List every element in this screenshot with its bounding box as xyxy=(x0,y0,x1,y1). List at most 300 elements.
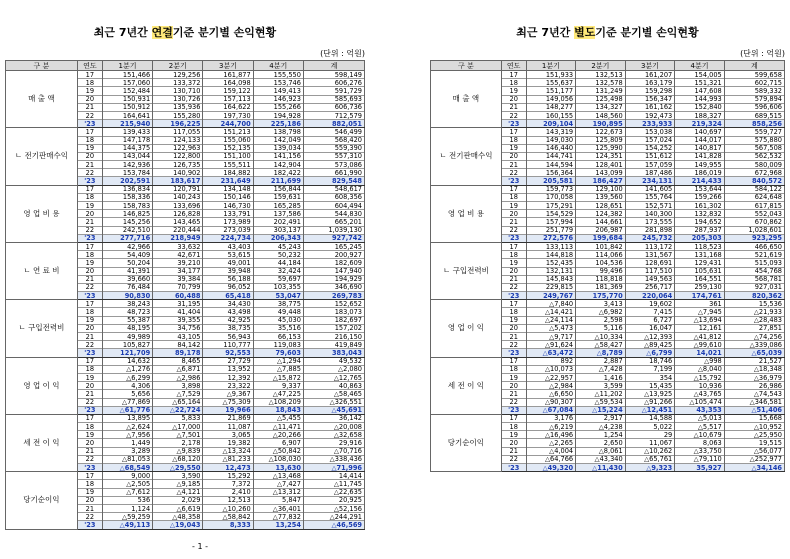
year-cell: 21 xyxy=(501,333,526,341)
value-cell: 118,523 xyxy=(675,242,725,250)
value-cell: 90,830 xyxy=(102,292,152,300)
value-cell: 154,529 xyxy=(526,210,576,218)
year-cell: 18 xyxy=(77,308,102,316)
value-cell: 131,249 xyxy=(576,87,626,95)
value-cell: 124,382 xyxy=(576,210,626,218)
value-cell: 579,894 xyxy=(724,95,784,103)
value-cell: 5,847 xyxy=(253,496,303,504)
value-cell: △58,427 xyxy=(576,341,626,349)
value-cell: △71,996 xyxy=(303,464,364,472)
value-cell: △12,451 xyxy=(625,406,675,414)
value-cell: 515,093 xyxy=(724,259,784,267)
value-cell: 173,989 xyxy=(203,218,253,226)
year-cell: 19 xyxy=(501,373,526,381)
value-cell: 23,322 xyxy=(203,382,253,390)
year-cell: 22 xyxy=(501,169,526,177)
value-cell: 129,100 xyxy=(576,185,626,193)
year-cell: 17 xyxy=(501,414,526,422)
year-cell: 18 xyxy=(77,251,102,259)
value-cell: 661,990 xyxy=(303,169,364,177)
value-cell: 19,966 xyxy=(203,406,253,414)
value-cell: 66,153 xyxy=(253,333,303,341)
year-cell: 17 xyxy=(501,242,526,250)
value-cell: 184,882 xyxy=(203,169,253,177)
column-header: 4분기 xyxy=(253,61,303,71)
value-cell: △43,765 xyxy=(675,390,725,398)
value-cell: 2,598 xyxy=(576,316,626,324)
value-cell: 129,256 xyxy=(153,71,203,79)
category-label: 매 출 액 xyxy=(6,71,78,128)
value-cell: 152,652 xyxy=(303,300,364,308)
value-cell: △61,776 xyxy=(102,406,152,414)
value-cell: 7,415 xyxy=(625,308,675,316)
value-cell: 27,729 xyxy=(203,357,253,365)
year-cell: 21 xyxy=(77,275,102,283)
year-cell: 22 xyxy=(77,398,102,406)
year-cell: 17 xyxy=(501,71,526,79)
value-cell: 190,895 xyxy=(576,120,626,128)
year-cell: 17 xyxy=(77,414,102,422)
value-cell: 194,929 xyxy=(303,275,364,283)
value-cell: 119,083 xyxy=(253,341,303,349)
value-cell: 56,188 xyxy=(203,275,253,283)
value-cell: 197,730 xyxy=(203,111,253,119)
value-cell: 1,449 xyxy=(102,439,152,447)
value-cell: 155,511 xyxy=(203,161,253,169)
value-cell: 205,581 xyxy=(526,177,576,185)
value-cell: 120,791 xyxy=(153,185,203,193)
value-cell: 559,727 xyxy=(724,128,784,136)
value-cell: 132,131 xyxy=(526,267,576,275)
value-cell: 205,303 xyxy=(675,234,725,242)
value-cell: 42,925 xyxy=(203,316,253,324)
value-cell: 50,204 xyxy=(102,259,152,267)
value-cell: △65,164 xyxy=(153,398,203,406)
value-cell: △2,080 xyxy=(303,365,364,373)
value-cell: 346,690 xyxy=(303,283,364,291)
value-cell: 11,067 xyxy=(625,439,675,447)
value-cell: 133,696 xyxy=(153,202,203,210)
value-cell: 149,056 xyxy=(526,95,576,103)
value-cell: 231,649 xyxy=(203,177,253,185)
value-cell: 585,693 xyxy=(303,95,364,103)
value-cell: 155,266 xyxy=(253,103,303,111)
value-cell: 143,465 xyxy=(153,218,203,226)
value-cell: 13,952 xyxy=(203,365,253,373)
consolidated-panel xyxy=(5,0,365,530)
value-cell: 34,756 xyxy=(153,324,203,332)
value-cell: 133,791 xyxy=(203,210,253,218)
category-label: 세 전 이 익 xyxy=(6,414,78,471)
value-cell: 140,817 xyxy=(675,144,725,152)
value-cell: 39,384 xyxy=(153,275,203,283)
value-cell: △21,933 xyxy=(724,308,784,316)
value-cell: 118,818 xyxy=(576,275,626,283)
value-cell: 125,990 xyxy=(576,144,626,152)
value-cell: 144,818 xyxy=(526,251,576,259)
year-cell: '23 xyxy=(77,406,102,414)
value-cell: 242,510 xyxy=(102,226,152,234)
value-cell: 251,779 xyxy=(526,226,576,234)
value-cell: △91,266 xyxy=(625,398,675,406)
year-cell: 22 xyxy=(501,398,526,406)
table-row xyxy=(431,242,785,250)
value-cell: 79,603 xyxy=(253,349,303,357)
value-cell: 142,904 xyxy=(253,161,303,169)
year-cell: 17 xyxy=(501,300,526,308)
value-cell: 882,051 xyxy=(303,120,364,128)
value-cell: 13,630 xyxy=(253,464,303,472)
consolidated-table xyxy=(5,60,365,530)
value-cell: △19,043 xyxy=(153,521,203,529)
value-cell: 192,473 xyxy=(625,111,675,119)
value-cell: 153,784 xyxy=(102,169,152,177)
year-cell: 22 xyxy=(501,341,526,349)
value-cell: 144,741 xyxy=(526,152,576,160)
year-cell: 21 xyxy=(77,390,102,398)
value-cell: 689,515 xyxy=(724,111,784,119)
value-cell: 138,798 xyxy=(253,128,303,136)
value-cell: 157,059 xyxy=(625,161,675,169)
year-cell: 18 xyxy=(77,193,102,201)
value-cell: △13,925 xyxy=(625,390,675,398)
value-cell: △6,982 xyxy=(576,308,626,316)
value-cell: △1,276 xyxy=(102,365,152,373)
value-cell: 13,895 xyxy=(102,414,152,422)
value-cell: 2,029 xyxy=(153,496,203,504)
value-cell: 602,715 xyxy=(724,79,784,87)
value-cell: 150,146 xyxy=(203,193,253,201)
year-cell: 18 xyxy=(77,136,102,144)
value-cell: 156,844 xyxy=(253,185,303,193)
value-cell: △7,840 xyxy=(526,300,576,308)
value-cell: △998 xyxy=(675,357,725,365)
value-cell: 665,201 xyxy=(303,218,364,226)
value-cell: 182,697 xyxy=(303,316,364,324)
value-cell: △51,406 xyxy=(724,406,784,414)
value-cell: 606,736 xyxy=(303,103,364,111)
year-cell: 19 xyxy=(501,144,526,152)
value-cell: △20,008 xyxy=(303,423,364,431)
value-cell: 552,043 xyxy=(724,210,784,218)
year-cell: 21 xyxy=(501,218,526,226)
value-cell: 6,907 xyxy=(253,439,303,447)
table-row xyxy=(6,472,365,480)
value-cell: 454,768 xyxy=(724,267,784,275)
value-cell: 39,210 xyxy=(153,259,203,267)
year-cell: 22 xyxy=(77,226,102,234)
value-cell: △5,473 xyxy=(526,324,576,332)
table-row xyxy=(431,185,785,193)
value-cell: 159,266 xyxy=(675,193,725,201)
value-cell: △13,694 xyxy=(675,316,725,324)
category-label: ㄴ 구입전력비 xyxy=(6,300,78,357)
value-cell: 211,699 xyxy=(253,177,303,185)
value-cell: 165,245 xyxy=(303,242,364,250)
value-cell: △36,401 xyxy=(253,504,303,512)
value-cell: △6,299 xyxy=(102,373,152,381)
value-cell: △49,320 xyxy=(526,464,576,472)
value-cell: 159,631 xyxy=(253,193,303,201)
value-cell: 186,019 xyxy=(675,169,725,177)
value-cell: 536 xyxy=(102,496,152,504)
value-cell: 2,917 xyxy=(576,414,626,422)
value-cell: 164,551 xyxy=(675,275,725,283)
value-cell: 140,902 xyxy=(153,169,203,177)
table-row xyxy=(6,357,365,365)
value-cell: △16,496 xyxy=(526,431,576,439)
value-cell: △20,266 xyxy=(253,431,303,439)
year-cell: 21 xyxy=(77,504,102,512)
year-cell: 18 xyxy=(77,423,102,431)
value-cell: △25,950 xyxy=(724,431,784,439)
value-cell: 229,815 xyxy=(526,283,576,291)
year-cell: '23 xyxy=(501,464,526,472)
value-cell: △91,624 xyxy=(526,341,576,349)
value-cell: 194,652 xyxy=(675,218,725,226)
value-cell: 38,243 xyxy=(102,300,152,308)
value-cell: 159,122 xyxy=(203,87,253,95)
value-cell: △56,077 xyxy=(724,447,784,455)
value-cell: 155,764 xyxy=(625,193,675,201)
value-cell: 181,369 xyxy=(576,283,626,291)
value-cell: △15,792 xyxy=(675,373,725,381)
value-cell: △1,294 xyxy=(253,357,303,365)
value-cell: △81,053 xyxy=(102,455,152,463)
value-cell: 20,925 xyxy=(303,496,364,504)
table-row xyxy=(6,128,365,136)
value-cell: 41,404 xyxy=(153,308,203,316)
value-cell: 1,039,130 xyxy=(303,226,364,234)
value-cell: 3,898 xyxy=(153,382,203,390)
category-label: ㄴ 전기판매수익 xyxy=(431,128,502,185)
value-cell: 39,948 xyxy=(203,267,253,275)
value-cell: 141,605 xyxy=(625,185,675,193)
year-cell: 20 xyxy=(501,95,526,103)
value-cell: 206,987 xyxy=(576,226,626,234)
value-cell: 544,830 xyxy=(303,210,364,218)
value-cell: 153,038 xyxy=(625,128,675,136)
value-cell: △70,716 xyxy=(303,447,364,455)
year-cell: 21 xyxy=(501,275,526,283)
value-cell: 59,697 xyxy=(253,275,303,283)
value-cell: 122,800 xyxy=(153,152,203,160)
category-label: 당기순이익 xyxy=(431,414,502,471)
value-cell: 161,302 xyxy=(675,202,725,210)
year-cell: 22 xyxy=(501,226,526,234)
value-cell: 55,387 xyxy=(102,316,152,324)
value-cell: △52,156 xyxy=(303,504,364,512)
value-cell: 133,372 xyxy=(153,79,203,87)
value-cell: △7,428 xyxy=(576,365,626,373)
value-cell: △10,334 xyxy=(576,333,626,341)
value-cell: 121,709 xyxy=(102,349,152,357)
year-cell: 18 xyxy=(77,480,102,488)
value-cell: △6,871 xyxy=(153,365,203,373)
value-cell: 151,466 xyxy=(102,71,152,79)
value-cell: △90,307 xyxy=(526,398,576,406)
value-cell: 5,656 xyxy=(102,390,152,398)
value-cell: 584,122 xyxy=(724,185,784,193)
value-cell: 122,673 xyxy=(576,128,626,136)
value-cell: 224,734 xyxy=(203,234,253,242)
year-cell: 18 xyxy=(501,79,526,87)
value-cell: 573,086 xyxy=(303,161,364,169)
value-cell: △22,724 xyxy=(153,406,203,414)
value-cell: 53,615 xyxy=(203,251,253,259)
value-cell: 148,277 xyxy=(526,103,576,111)
value-cell: 164,641 xyxy=(102,111,152,119)
value-cell: △7,612 xyxy=(102,488,152,496)
value-cell: 259,130 xyxy=(675,283,725,291)
value-cell: 158,783 xyxy=(102,202,152,210)
column-header: 구 분 xyxy=(6,61,78,71)
value-cell: 840,572 xyxy=(724,177,784,185)
value-cell: △108,209 xyxy=(253,398,303,406)
year-cell: 17 xyxy=(77,242,102,250)
value-cell: 220,444 xyxy=(153,226,203,234)
value-cell: 521,619 xyxy=(724,251,784,259)
value-cell: 466,650 xyxy=(724,242,784,250)
value-cell: 155,060 xyxy=(203,136,253,144)
category-label: ㄴ 전기판매수익 xyxy=(6,128,78,185)
value-cell: 3,413 xyxy=(576,300,626,308)
value-cell: 126,735 xyxy=(153,161,203,169)
value-cell: 202,591 xyxy=(102,177,152,185)
table-row xyxy=(6,300,365,308)
value-cell: △67,084 xyxy=(526,406,576,414)
year-cell: 19 xyxy=(77,373,102,381)
value-cell: 132,578 xyxy=(576,79,626,87)
value-cell: 139,560 xyxy=(576,193,626,201)
table-header-row xyxy=(431,61,785,71)
value-cell: 45,243 xyxy=(253,242,303,250)
value-cell: 202,491 xyxy=(253,218,303,226)
value-cell: 148,560 xyxy=(576,111,626,119)
table-row xyxy=(431,414,785,422)
value-cell: 182,609 xyxy=(303,259,364,267)
value-cell: 43,498 xyxy=(203,308,253,316)
value-cell: △10,073 xyxy=(526,365,576,373)
value-cell: 117,510 xyxy=(625,267,675,275)
value-cell: △9,323 xyxy=(625,464,675,472)
value-cell: 140,243 xyxy=(153,193,203,201)
value-cell: 245,732 xyxy=(625,234,675,242)
value-cell: 562,532 xyxy=(724,152,784,160)
value-cell: 140,300 xyxy=(625,210,675,218)
table-row xyxy=(431,71,785,79)
value-cell: 40,863 xyxy=(303,382,364,390)
year-cell: 17 xyxy=(77,357,102,365)
value-cell: △28,483 xyxy=(724,316,784,324)
year-cell: 22 xyxy=(77,283,102,291)
value-cell: 43,403 xyxy=(203,242,253,250)
table-row xyxy=(431,300,785,308)
year-cell: 22 xyxy=(77,455,102,463)
value-cell: 157,024 xyxy=(625,136,675,144)
value-cell: △15,872 xyxy=(253,373,303,381)
value-cell: 146,730 xyxy=(203,202,253,210)
value-cell: 125,809 xyxy=(576,136,626,144)
year-cell: '23 xyxy=(501,234,526,242)
value-cell: 130,726 xyxy=(153,95,203,103)
value-cell: 155,550 xyxy=(253,71,303,79)
value-cell: 143,044 xyxy=(102,152,152,160)
value-cell: 14,021 xyxy=(675,349,725,357)
value-cell: 133,113 xyxy=(526,242,576,250)
value-cell: 152,571 xyxy=(625,202,675,210)
value-cell: 14,632 xyxy=(102,357,152,365)
value-cell: △10,260 xyxy=(203,504,253,512)
year-cell: '23 xyxy=(77,464,102,472)
value-cell: 147,940 xyxy=(303,267,364,275)
year-cell: '23 xyxy=(501,120,526,128)
year-cell: 18 xyxy=(501,193,526,201)
value-cell: 617,815 xyxy=(724,202,784,210)
value-cell: 145,256 xyxy=(102,218,152,226)
year-cell: 18 xyxy=(501,251,526,259)
value-cell: △12,765 xyxy=(303,373,364,381)
category-label: 영 업 이 익 xyxy=(431,300,502,357)
year-cell: 19 xyxy=(77,87,102,95)
value-cell: 209,104 xyxy=(526,120,576,128)
value-cell: 70,799 xyxy=(153,283,203,291)
year-cell: '23 xyxy=(501,177,526,185)
value-cell: △34,146 xyxy=(724,464,784,472)
value-cell: 206,343 xyxy=(253,234,303,242)
year-cell: 20 xyxy=(77,439,102,447)
value-cell: 151,213 xyxy=(203,128,253,136)
value-cell: △89,425 xyxy=(625,341,675,349)
value-cell: 2,650 xyxy=(576,439,626,447)
value-cell: 3,065 xyxy=(203,431,253,439)
column-header: 1분기 xyxy=(526,61,576,71)
value-cell: 139,034 xyxy=(253,144,303,152)
year-cell: 20 xyxy=(501,382,526,390)
value-cell: 159,773 xyxy=(526,185,576,193)
value-cell: 44,184 xyxy=(253,259,303,267)
value-cell: 10,936 xyxy=(675,382,725,390)
value-cell: 146,825 xyxy=(102,210,152,218)
value-cell: 5,833 xyxy=(153,414,203,422)
year-cell: '23 xyxy=(77,120,102,128)
value-cell: 141,828 xyxy=(675,152,725,160)
year-cell: 21 xyxy=(501,161,526,169)
value-cell: 225,186 xyxy=(253,120,303,128)
value-cell: 103,355 xyxy=(253,283,303,291)
value-cell: 233,933 xyxy=(625,120,675,128)
value-cell: 2,410 xyxy=(203,488,253,496)
value-cell: 829,548 xyxy=(303,177,364,185)
table-header-row xyxy=(6,61,365,71)
value-cell: 124,351 xyxy=(576,152,626,160)
value-cell: 134,148 xyxy=(203,185,253,193)
year-cell: 22 xyxy=(501,111,526,119)
value-cell: 568,420 xyxy=(303,136,364,144)
value-cell: 15,536 xyxy=(724,300,784,308)
year-cell: 21 xyxy=(77,333,102,341)
value-cell: △4,238 xyxy=(576,423,626,431)
value-cell: △41,812 xyxy=(675,333,725,341)
year-cell: 20 xyxy=(77,210,102,218)
value-cell: △9,367 xyxy=(203,390,253,398)
year-cell: 22 xyxy=(501,455,526,463)
value-cell: △326,551 xyxy=(303,398,364,406)
value-cell: △8,061 xyxy=(576,447,626,455)
value-cell: 567,508 xyxy=(724,144,784,152)
value-cell: 117,055 xyxy=(153,128,203,136)
value-cell: 557,310 xyxy=(303,152,364,160)
